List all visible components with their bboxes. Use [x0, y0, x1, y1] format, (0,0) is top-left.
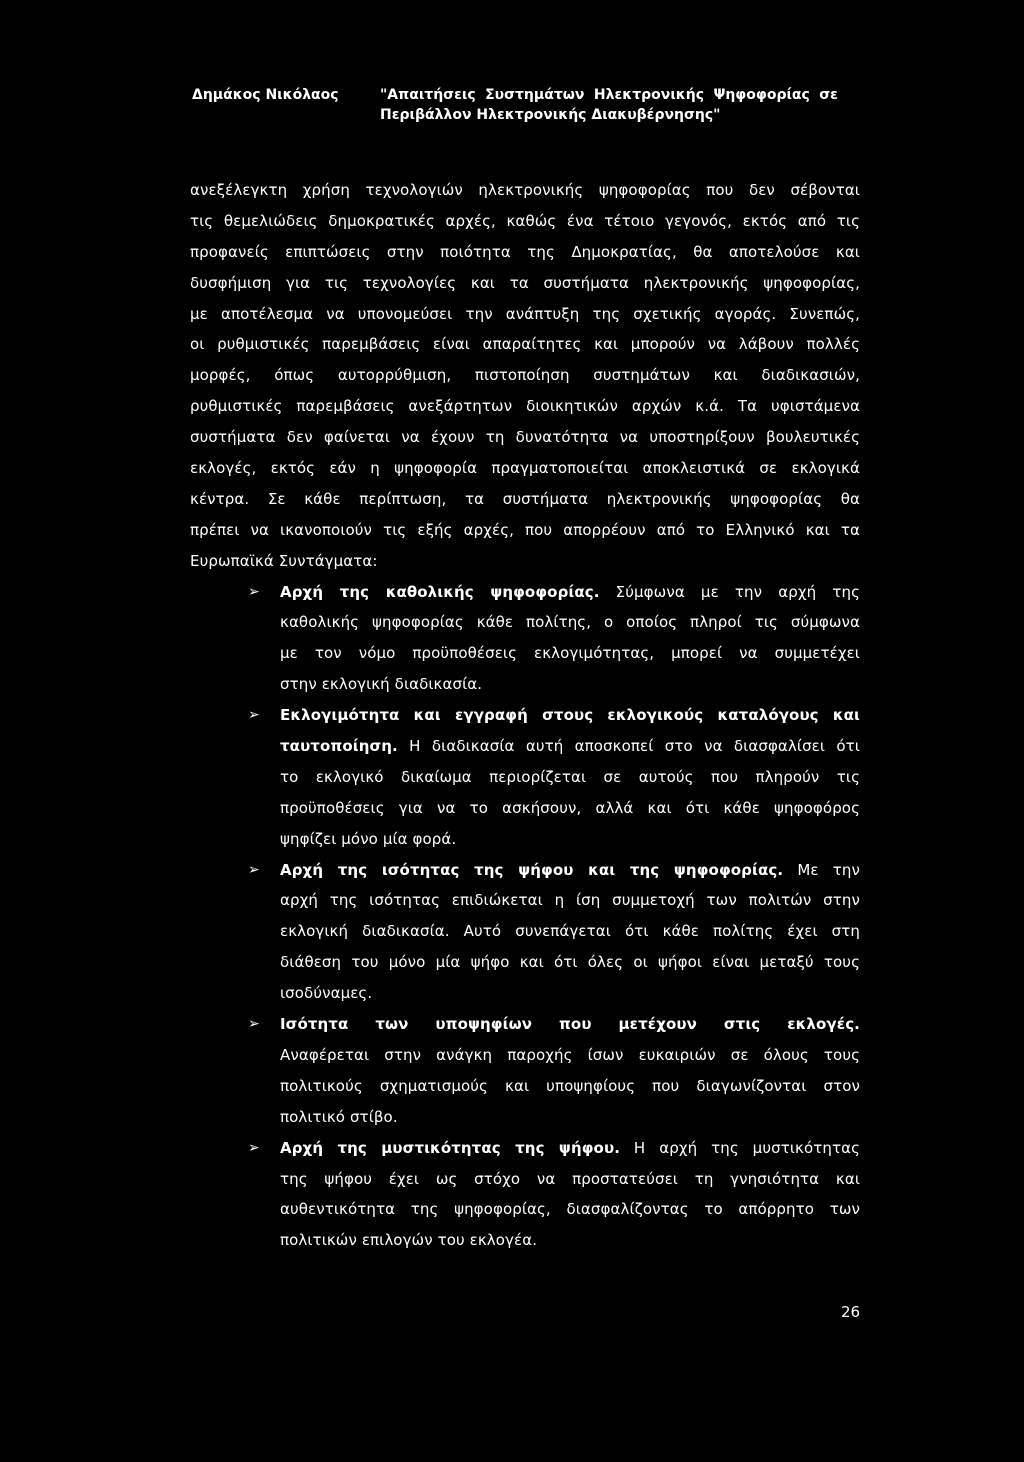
list-item	[190, 577, 860, 701]
text-line: καθολικής ψηφοφορίας κάθε πολίτης, ο οποίος πληροί τις σύμφωνα	[280, 613, 860, 632]
header-title-word: Ηλεκτρονικής	[593, 87, 704, 103]
item-heading-continued: ταυτοποίηση.	[280, 737, 398, 756]
text-line: συστήματα δεν φαίνεται να έχουν τη δυνατότητα να υποστηρίξουν βουλευτικές	[190, 428, 860, 447]
text-line: το εκλογικό δικαίωμα περιορίζεται σε αυτούς που πληρούν τις	[280, 767, 860, 786]
text-line: ανεξέλεγκτη χρήση τεχνολογιών ηλεκτρονικής ψηφοφορίας που δεν σέβονται	[190, 181, 860, 199]
text-line: Ευρωπαϊκά Συντάγματα:	[190, 551, 378, 570]
list-item	[190, 1009, 860, 1133]
item-text: Η αρχή της μυστικότητας	[620, 1138, 860, 1157]
arrow-bullet-icon: ➢	[248, 1139, 260, 1156]
item-heading: Αρχή της καθολικής ψηφοφορίας.	[280, 582, 600, 601]
page-number: 26	[841, 1303, 861, 1321]
item-heading: Αρχή της ισότητας της ψήφου και της ψηφοφορίας.	[280, 860, 784, 879]
item-text: Με την	[783, 860, 860, 879]
text-line: ρυθμιστικές παρεμβάσεις ανεξάρτητων διοικητικών αρχών κ.ά. Τα υφιστάμενα	[190, 397, 860, 416]
text-line	[280, 577, 860, 608]
text-line: με αποτέλεσμα να υπονομεύσει την ανάπτυξη της σχετικής αγοράς. Συνεπώς,	[190, 304, 860, 323]
text-line: προφανείς επιπτώσεις στην ποιότητα της Δημοκρατίας, θα αποτελούσε και	[190, 242, 860, 261]
item-heading: Εκλογιμότητα και εγγραφή στους εκλογικούς καταλόγους και	[280, 706, 860, 725]
header-title-line-1	[380, 85, 838, 105]
text-line: κέντρα. Σε κάθε περίπτωση, τα συστήματα ηλεκτρονικής ψηφοφορίας θα	[190, 489, 860, 508]
text-line: αυθεντικότητα της ψηφοφορίας, διασφαλίζοντας το απόρρητο των	[280, 1200, 860, 1219]
header-title-word: σε	[819, 87, 838, 103]
text-line	[280, 1133, 860, 1164]
text-line	[280, 855, 860, 886]
text-line: οι ρυθμιστικές παρεμβάσεις είναι απαραίτητες και μπορούν να λάβουν πολλές	[190, 335, 860, 354]
header-title-line-2: Περιβάλλον Ηλεκτρονικής Διακυβέρνησης"	[380, 107, 721, 123]
body-text	[190, 175, 860, 1256]
text-line: πρέπει να ικανοποιούν τις εξής αρχές, που απορρέουν από το Ελληνικό και τα	[190, 520, 860, 539]
header-author: Δημάκος Νικόλαος	[192, 87, 339, 103]
text-line: αρχή της ισότητας επιδιώκεται η ίση συμμετοχή των πολιτών στην	[280, 891, 860, 910]
item-text: Η διαδικασία αυτή αποσκοπεί στο να διασφαλίσει ότι	[397, 737, 860, 756]
text-line: με τον νόμο προϋποθέσεις εκλογιμότητας, μπορεί να συμμετέχει	[280, 644, 860, 663]
text-line: στην εκλογική διαδικασία.	[280, 675, 483, 694]
text-line: τις θεμελιώδεις δημοκρατικές αρχές, καθώς ένα τέτοιο γεγονός, εκτός από τις	[190, 211, 860, 230]
text-line: πολιτικό στίβο.	[280, 1107, 398, 1126]
item-text: Σύμφωνα με την αρχή της	[599, 582, 860, 601]
text-line: προϋποθέσεις για να το ασκήσουν, αλλά και ότι κάθε ψηφοφόρος	[280, 798, 860, 817]
text-line: εκλογική διαδικασία. Αυτό συνεπάγεται ότι κάθε πολίτης έχει στη	[280, 922, 860, 941]
text-line	[280, 1009, 860, 1040]
list-item	[190, 700, 860, 854]
item-heading: Ισότητα των υποψηφίων που μετέχουν στις εκλογές.	[280, 1015, 860, 1034]
text-line: της ψήφου έχει ως στόχο να προστατεύσει τη γνησιότητα και	[280, 1169, 860, 1188]
text-line: εκλογές, εκτός εάν η ψηφοφορία πραγματοποιείται αποκλειστικά σε εκλογικά	[190, 459, 860, 478]
intro-paragraph	[190, 175, 860, 577]
item-heading: Αρχή της μυστικότητας της ψήφου.	[280, 1138, 620, 1157]
text-line: ισοδύναμες.	[280, 984, 373, 1003]
text-line: διάθεση του μόνο μία ψήφο και ότι όλες οι ψήφοι είναι μεταξύ τους	[280, 953, 860, 972]
list-item	[190, 855, 860, 1009]
text-line: πολιτικούς σχηματισμούς και υποψηφίους που διαγωνίζονται στον	[280, 1076, 860, 1095]
text-line: δυσφήμιση για τις τεχνολογίες και τα συστήματα ηλεκτρονικής ψηφοφορίας,	[190, 273, 860, 292]
arrow-bullet-icon: ➢	[248, 861, 260, 878]
header-title-word: "Απαιτήσεις	[380, 87, 476, 103]
text-line: πολιτικών επιλογών του εκλογέα.	[280, 1231, 538, 1250]
arrow-bullet-icon: ➢	[248, 707, 260, 724]
header-title-word: Ψηφοφορίας	[713, 87, 810, 103]
text-line	[280, 700, 860, 731]
arrow-bullet-icon: ➢	[248, 1016, 260, 1033]
text-line: Αναφέρεται στην ανάγκη παροχής ίσων ευκαιριών σε όλους τους	[280, 1045, 860, 1064]
header-title-word: Συστημάτων	[485, 87, 585, 103]
text-line: ψηφίζει μόνο μία φορά.	[280, 829, 457, 848]
arrow-bullet-icon: ➢	[248, 583, 260, 600]
text-line: μορφές, όπως αυτορρύθμιση, πιστοποίηση συστημάτων και διαδικασιών,	[190, 366, 860, 385]
text-line	[280, 731, 860, 762]
list-item	[190, 1133, 860, 1257]
